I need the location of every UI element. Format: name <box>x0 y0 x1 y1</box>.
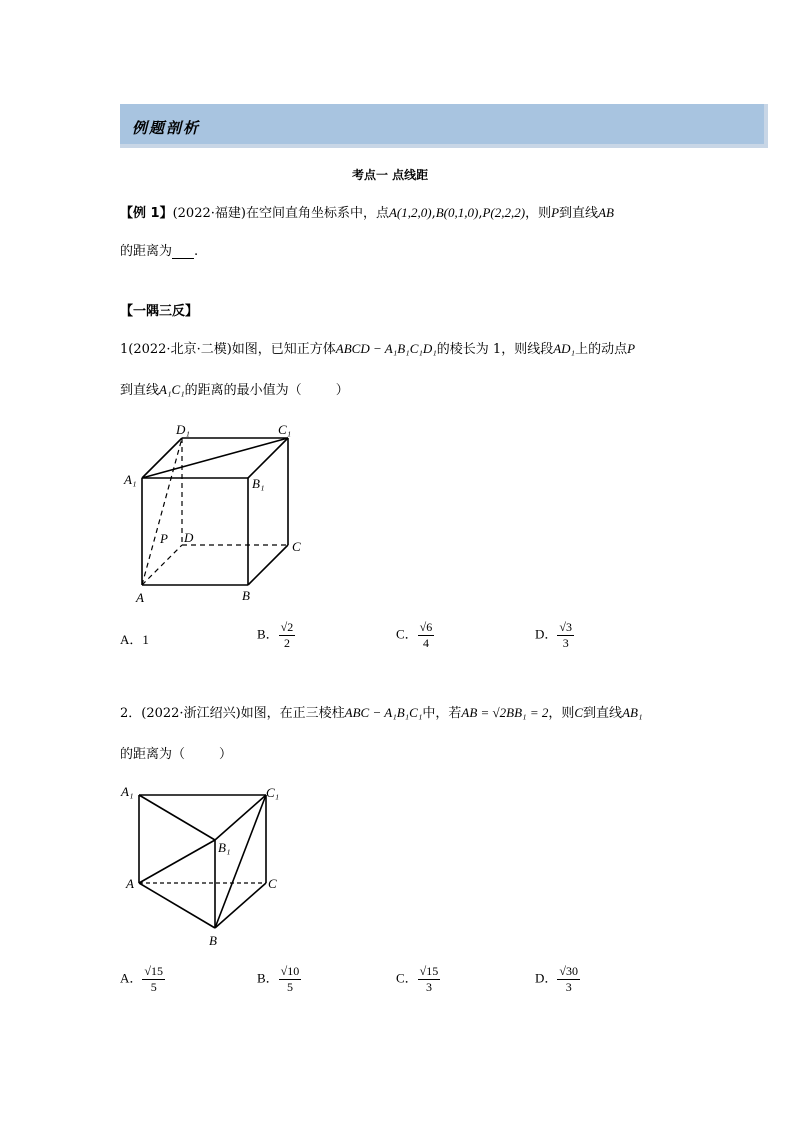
label-a1: A₁ <box>124 472 137 487</box>
label-c1: C₁ <box>278 422 292 437</box>
label-d1: D₁ <box>176 422 190 437</box>
solid-name: ABCD − A₁B₁C₁D₁ <box>335 341 437 356</box>
diagonal-ad1 <box>142 438 182 585</box>
question-number: 1 <box>120 342 129 357</box>
section-banner <box>120 104 768 148</box>
question-text: 中，若 <box>422 706 462 721</box>
label-a: A <box>136 590 144 605</box>
label-b: B <box>242 588 250 603</box>
example-text: . <box>194 244 199 259</box>
fraction-denominator: 5 <box>286 980 293 994</box>
option-fraction <box>279 620 296 651</box>
label-c: C <box>292 539 301 554</box>
option-letter: A． <box>120 970 143 986</box>
example-text: 的距离为 <box>120 244 173 259</box>
question-text: 上的动点 <box>575 342 628 357</box>
fraction-denominator: 4 <box>422 636 429 650</box>
label-c1: C₁ <box>266 785 280 800</box>
question-text: 如图，已知正方体 <box>231 342 336 357</box>
edge-a1b1 <box>139 795 215 840</box>
option-fraction <box>418 964 441 995</box>
example-text: 在空间直角坐标系中，点 <box>245 206 389 221</box>
fraction-numerator: √15 <box>419 964 439 978</box>
option-letter: D． <box>535 626 558 642</box>
point-label: P <box>551 205 560 220</box>
example-1-line-1: 【例 1】(2022·福建)在空间直角坐标系中，点A(1,2,0),B(0,1,0),P(2,2,2)，则P到直线AB <box>120 205 614 221</box>
line-label: AB <box>598 205 614 220</box>
example-1-line-2 <box>120 240 198 259</box>
q2-option-d[interactable] <box>535 964 580 995</box>
diagonal-a1c1 <box>142 438 288 478</box>
option-letter: C． <box>396 626 418 642</box>
label-a: A <box>126 876 134 891</box>
fraction-numerator: √15 <box>144 964 163 978</box>
answer-blank <box>172 246 194 259</box>
question-text: 的距离的最小值为（ <box>184 383 302 398</box>
condition: AB = √2BB₁ = 2 <box>461 705 549 720</box>
question-text: 的棱长为 1，则线段 <box>436 342 554 357</box>
fraction-denominator: 2 <box>283 636 290 650</box>
question-text: 到直线 <box>120 383 160 398</box>
banner-title: 例题剖析 <box>132 119 201 137</box>
edge-ab <box>139 883 215 928</box>
label-d: D <box>184 530 194 545</box>
line-label: AB₁ <box>622 705 643 720</box>
fraction-numerator: √6 <box>419 620 433 634</box>
prism-figure <box>118 780 298 952</box>
point-a: A(1,2,0) <box>388 205 432 220</box>
fraction-denominator: 3 <box>562 636 569 650</box>
option-fraction <box>557 620 574 651</box>
question-source: (2022·浙江绍兴) <box>141 706 241 721</box>
fraction-denominator: 5 <box>150 980 157 994</box>
option-letter: A． <box>120 632 143 647</box>
q2-line-1 <box>120 702 642 721</box>
question-text: ） <box>335 383 349 398</box>
question-text: ） <box>219 747 233 762</box>
fraction-denominator: 3 <box>565 980 572 994</box>
question-source: (2022·北京·二模) <box>128 342 232 357</box>
label-b1: B₁ <box>218 840 231 855</box>
edge-b1c1 <box>215 795 266 840</box>
q2-option-c[interactable] <box>396 964 440 995</box>
solid-name: ABC − A₁B₁C₁ <box>344 705 423 720</box>
option-fraction <box>418 620 435 651</box>
point-b: B(0,1,0) <box>435 205 479 220</box>
label-b: B <box>209 933 217 948</box>
fraction-numerator: √2 <box>280 620 294 634</box>
option-letter: D． <box>535 970 558 986</box>
point-label: C <box>574 705 584 720</box>
option-fraction <box>557 964 580 995</box>
label-c: C <box>268 876 277 891</box>
cube-figure <box>118 418 318 608</box>
practice-header: 【一隅三反】 <box>120 304 199 319</box>
diagonal-ab1 <box>139 840 215 883</box>
question-text: 到直线 <box>583 706 623 721</box>
label-p: P <box>160 531 168 546</box>
q1-option-b[interactable] <box>257 620 295 651</box>
q1-option-c[interactable] <box>396 620 434 651</box>
fraction-numerator: √3 <box>559 620 572 634</box>
q1-line-1 <box>120 338 635 357</box>
q1-option-d[interactable] <box>535 620 574 651</box>
option-fraction <box>279 964 302 995</box>
q1-line-2 <box>120 379 349 398</box>
example-text: 到直线 <box>559 206 599 221</box>
example-text: ，则 <box>525 206 552 221</box>
question-number: 2． <box>120 706 142 721</box>
q1-option-a[interactable] <box>120 629 149 648</box>
option-letter: B． <box>257 626 279 642</box>
example-tag: 【例 1】 <box>120 206 173 221</box>
point-label: P <box>627 341 636 356</box>
q2-line-2 <box>120 743 232 762</box>
question-text: 的距离为（ <box>120 747 186 762</box>
diagonal-bc1 <box>215 795 266 928</box>
option-letter: B． <box>257 970 279 986</box>
fraction-numerator: √30 <box>559 964 578 978</box>
label-b1: B₁ <box>252 476 265 491</box>
option-value: 1 <box>142 632 149 647</box>
option-letter: C． <box>396 970 418 986</box>
edge-bc <box>215 883 266 928</box>
example-source: (2022·福建) <box>172 206 246 221</box>
line-label: A₁C₁ <box>159 382 185 397</box>
edge-bc <box>248 545 288 585</box>
fraction-numerator: √10 <box>280 964 300 978</box>
segment-label: AD₁ <box>553 341 576 356</box>
q2-option-b[interactable] <box>257 964 301 995</box>
question-text: ，则 <box>548 706 575 721</box>
label-a1: A₁ <box>121 784 134 799</box>
question-text: 如图，在正三棱柱 <box>240 706 345 721</box>
section-title: 考点一 点线距 <box>352 168 429 182</box>
fraction-denominator: 3 <box>425 980 432 994</box>
option-fraction <box>142 964 165 995</box>
q2-option-a[interactable] <box>120 964 165 995</box>
point-p: P(2,2,2) <box>482 205 526 220</box>
